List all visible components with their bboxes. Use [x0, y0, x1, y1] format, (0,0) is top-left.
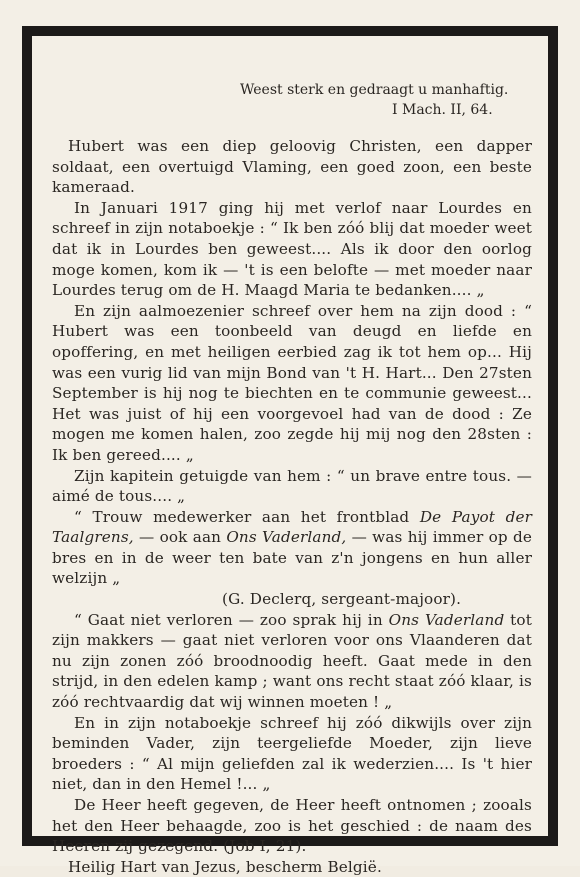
paragraph-frontblad — [52, 507, 532, 589]
newspaper-title-vaderland: Ons Vaderland, — [226, 528, 347, 547]
appeal-text-a: “ Gaat niet verloren — zoo sprak hij in — [74, 610, 389, 629]
paragraph-appeal — [52, 610, 532, 713]
motto-reference: I Mach. II, 64. — [392, 102, 493, 118]
paragraph-job: De Heer heeft gegeven, de Heer heeft ontnomen ; zooals het den Heer behaagde, zoo is het geschied : de naam des Heeren zij gezegend. (Job I, 21). — [52, 796, 532, 856]
frontblad-text-b: — ook aan — [133, 528, 227, 547]
motto-block — [240, 80, 540, 120]
paragraph-lourdes: In Januari 1917 ging hij met verlof naar Lourdes en schreef in zijn notaboekje : “ Ik ben zóó blij dat moeder weet dat ik in Lourdes ben geweest.... Als ik door den oorlog moge komen, kom ik — 't is een belofte — met moeder naar Lourdes terug om de H. Maagd Maria te bedanken.... „ — [52, 198, 532, 300]
paragraph-captain: Zijn kapitein getuigde van hem : “ un brave entre tous. — aimé de tous.... „ — [52, 466, 532, 506]
newspaper-title-vaderland-2: Ons Vaderland — [388, 610, 505, 629]
motto-text: Weest sterk en gedraagt u manhaftig. — [240, 82, 509, 98]
paragraph-character: Hubert was een diep geloovig Christen, een dapper soldaat, een overtuigd Vlaming, een goed zoon, een beste kameraad. — [52, 137, 532, 197]
sergeant-signature: (G. Declerq, sergeant-majoor). — [222, 590, 462, 609]
appeal-text-b: tot zijn makkers — gaat niet verloren voor ons Vlaanderen dat nu zijn zonen zóó broodnoodig heeft. Gaat mede in den strijd, in den edelen kamp ; want ons recht staat zóó klaar, is zóó rechtvaardig dat wij winnen moeten ! „ — [52, 610, 532, 712]
paragraph-family: En in zijn notaboekje schreef hij zóó dikwijls over zijn beminden Vader, zijn teergeliefde Moeder, zijn lieve broeders : “ Al mijn geliefden zal ik wederzien.... Is 't hier niet, dan in den Hemel !... „ — [52, 713, 532, 794]
closing-prayer: Heilig Hart van Jezus, bescherm België. — [68, 857, 382, 876]
frontblad-text-a: “ Trouw medewerker aan het frontblad — [74, 507, 420, 526]
paragraph-chaplain: En zijn aalmoezenier schreef over hem na zijn dood : “ Hubert was een toonbeeld van deugd en liefde en opoffering, en met heiligen eerbied zag ik tot hem op... Hij was een vurig lid van mijn Bond van 't H. Hart... Den 27sten September is hij nog te biechten en te communie geweest... Het was juist of hij een voorgevoel had van de dood : Ze mogen me komen halen, zoo zegde hij mij nog den 28sten : Ik ben gereed.... „ — [52, 301, 532, 464]
newspaper-title-payot: De Payot der Taalgrens, — [52, 507, 532, 547]
memorial-text — [52, 136, 532, 877]
frontblad-text-c: — was hij immer op de bres en in de weer ten bate van z'n jongens en hun aller welzijn „ — [52, 528, 532, 588]
